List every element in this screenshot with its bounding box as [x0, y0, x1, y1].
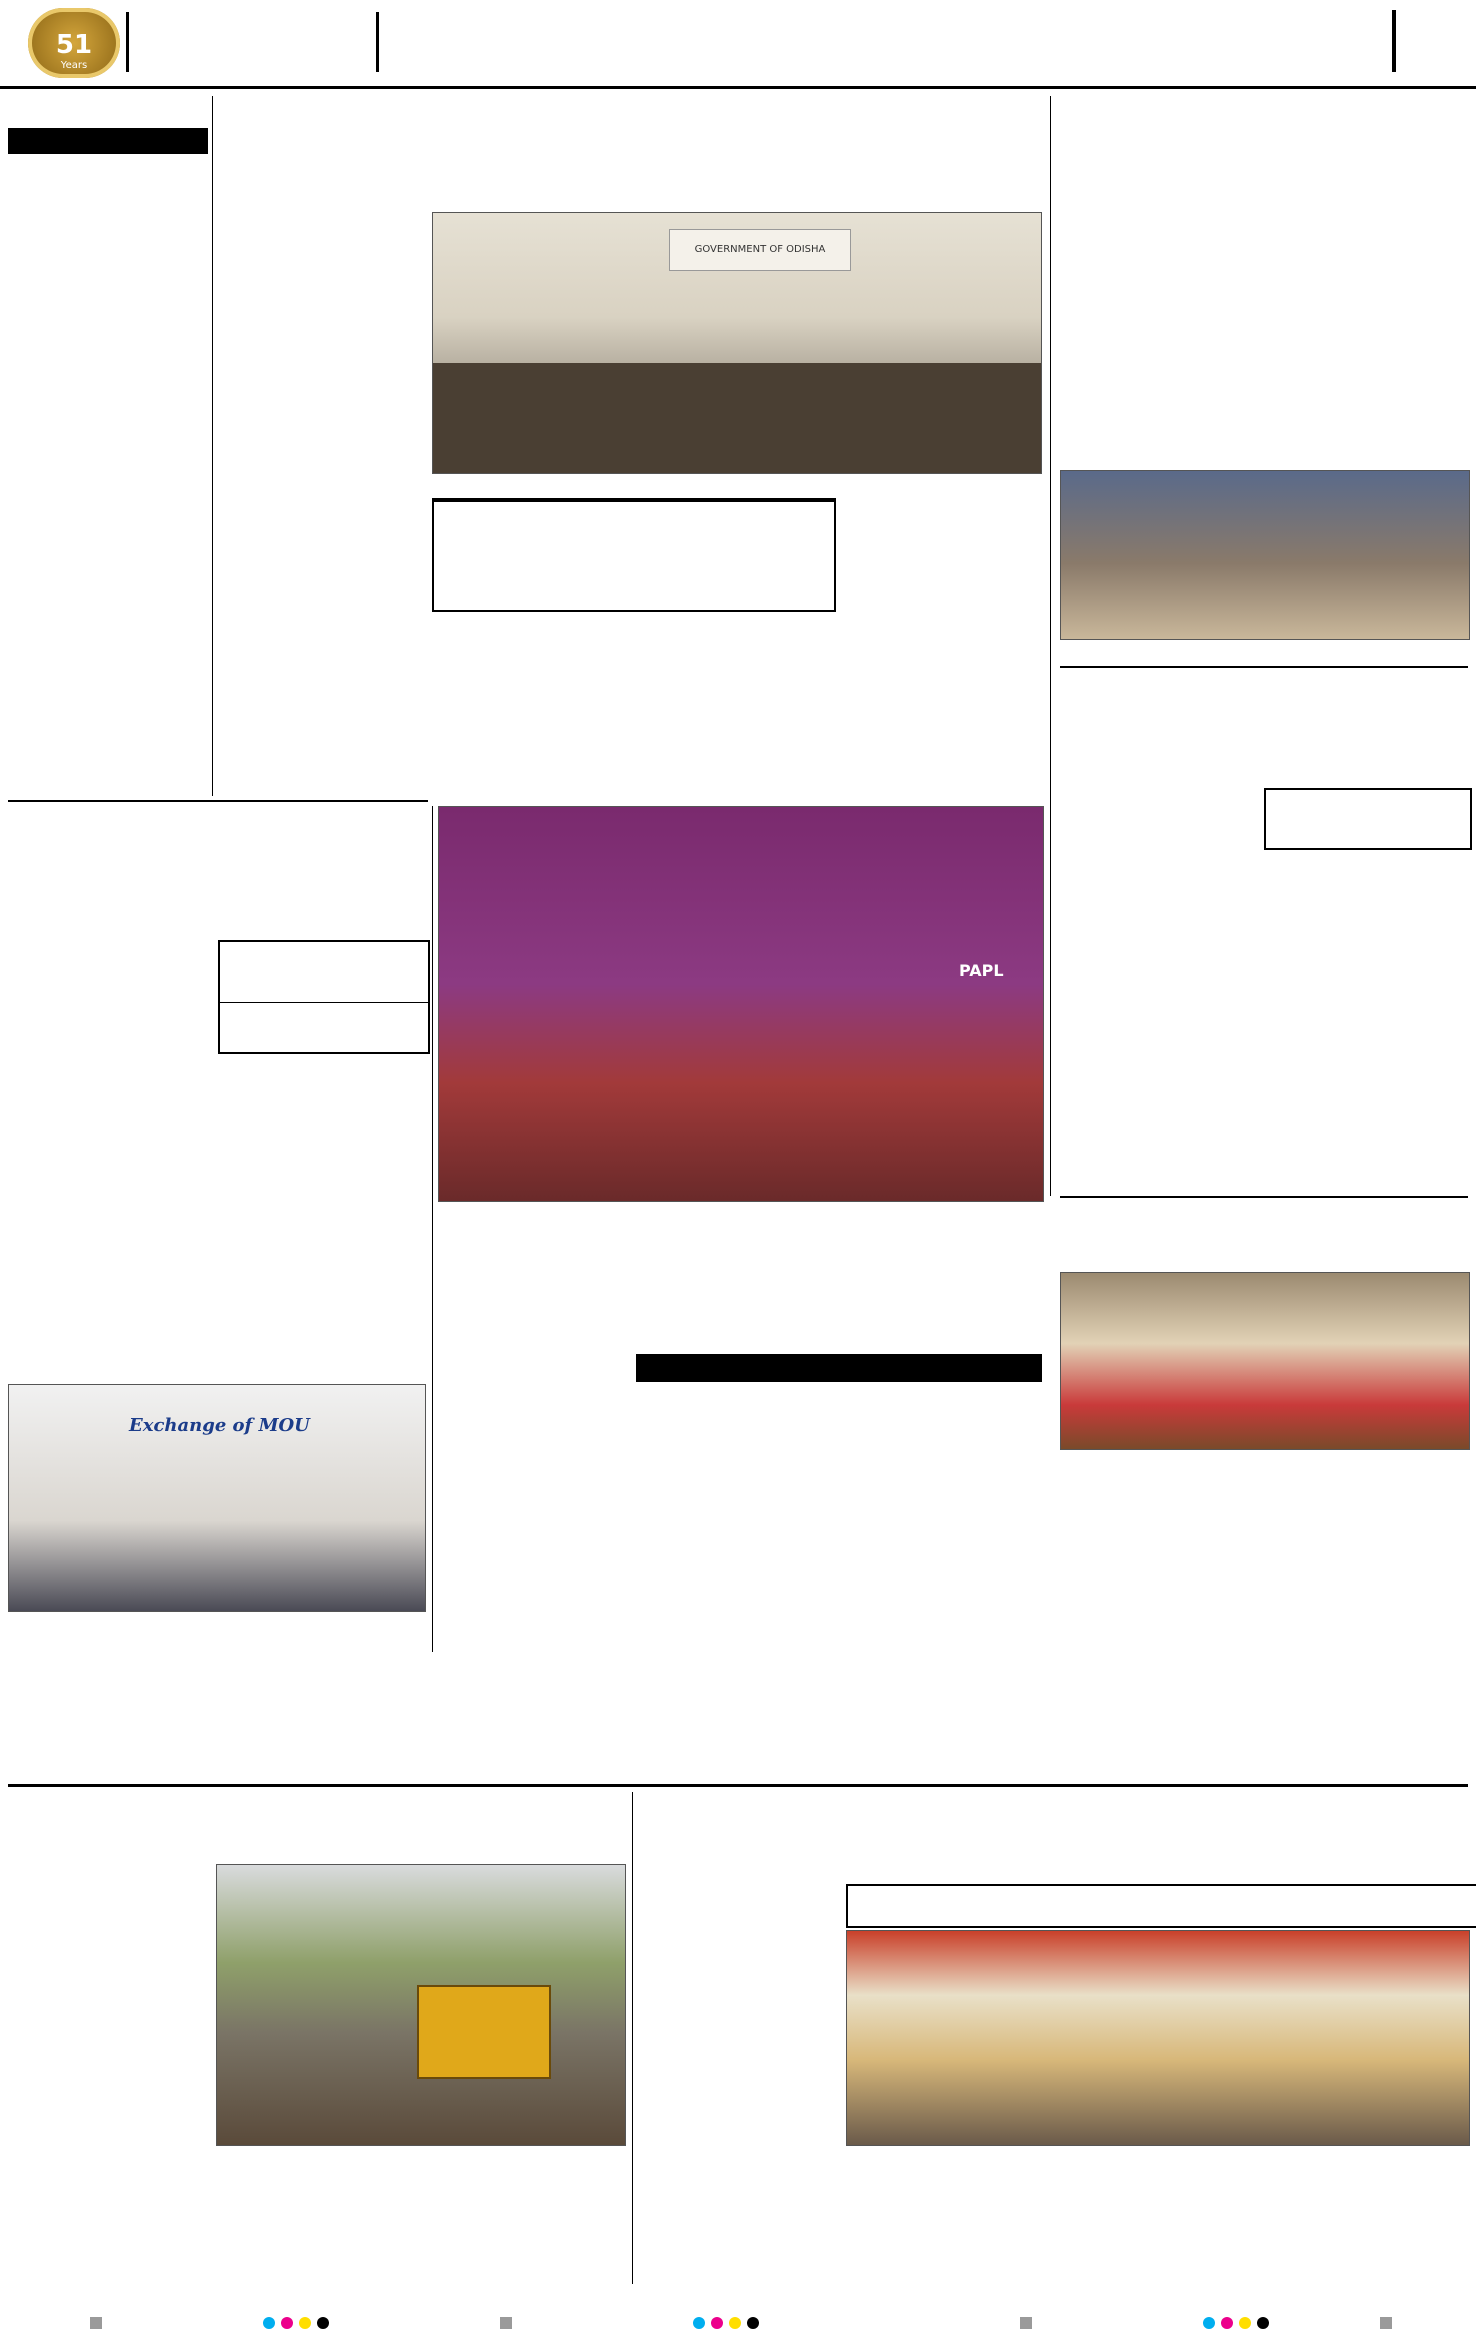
jail-dateline — [8, 160, 208, 178]
bapa-dateline — [1060, 148, 1260, 166]
culture-award-title — [499, 869, 979, 909]
ganashiksha-dateline — [1060, 788, 1250, 806]
print-gray-mark-1 — [90, 2314, 102, 2333]
ganashiksha-body-1 — [1060, 810, 1256, 1190]
pandara-demolition-photo — [216, 1864, 626, 2146]
janpath-headline — [222, 96, 1042, 204]
rajendra-headline — [640, 1792, 1468, 1856]
rajendra-photo-caption — [846, 2150, 1468, 2168]
registration-dots-2 — [690, 2314, 762, 2333]
zero-photo-caption — [8, 1616, 424, 1650]
print-gray-mark-3 — [1020, 2314, 1032, 2333]
science-body-1 — [1060, 1494, 1256, 1776]
janpath-body-bottom-c — [700, 616, 834, 794]
jail-body — [8, 180, 204, 800]
rajendra-body-1 — [640, 1884, 836, 2172]
zero-point-2 — [220, 1003, 428, 1054]
ganashiksha-kicker — [1264, 788, 1472, 850]
col-rule-4 — [632, 1792, 633, 2284]
masthead-divider — [126, 12, 129, 72]
jail-subhead — [8, 128, 208, 154]
culture-logo: PAPL — [959, 961, 1004, 980]
zero-body-1 — [8, 956, 212, 1336]
pandara-bottom-2 — [352, 2172, 482, 2282]
col-rule-1 — [212, 96, 213, 796]
pandara-body — [8, 1884, 208, 2244]
rajendra-bottom-1 — [640, 2176, 906, 2286]
science-body-2 — [1264, 1474, 1468, 1776]
janpath-body-bottom-a — [432, 616, 560, 794]
zero-rule-top — [8, 800, 428, 802]
pandara-bottom-3 — [488, 2172, 624, 2282]
excavator-shape — [417, 1985, 551, 2079]
drama-headline-2 — [438, 1298, 1042, 1348]
drama-body-1 — [438, 1376, 628, 1776]
zero-body-2 — [218, 1056, 426, 1376]
science-dateline — [1060, 1474, 1256, 1492]
science-headline — [1060, 1204, 1468, 1264]
drama-body-2 — [636, 1388, 834, 1776]
zero-headline — [8, 806, 428, 926]
masthead-date — [140, 44, 380, 70]
rajendra-award-photo — [846, 1930, 1470, 2146]
drama-subhead — [636, 1354, 1042, 1382]
janpath-photo-caption — [432, 476, 1040, 494]
science-fair-photo — [1060, 1272, 1470, 1450]
science-photo-caption — [1060, 1452, 1468, 1470]
rajendra-bottom-2 — [914, 2176, 1186, 2286]
anniversary-logo — [28, 8, 120, 78]
bapa-photo-caption — [1060, 642, 1468, 660]
janpath-body-mid — [842, 498, 1040, 792]
bapa-banner — [1211, 485, 1411, 507]
ganashiksha-rule — [1060, 1196, 1468, 1198]
section-divider — [1392, 10, 1396, 72]
rajendra-banner — [846, 1884, 1476, 1928]
culture-photo-caption — [438, 1204, 1042, 1238]
page-number — [1404, 8, 1464, 74]
drama-dateline — [438, 1354, 628, 1372]
bapa-event-photo — [1060, 470, 1470, 640]
mou-banner: Exchange of MOU — [129, 1415, 310, 1436]
drama-body-3 — [842, 1388, 1040, 1776]
janpath-meeting-photo — [432, 212, 1042, 474]
col-rule-2 — [1050, 96, 1051, 1196]
zero-mou-photo — [8, 1384, 426, 1612]
registration-dots-3 — [1200, 2314, 1272, 2333]
pandara-dateline — [8, 1864, 208, 1882]
meeting-sign: GOVERNMENT OF ODISHA — [669, 229, 851, 271]
masthead — [0, 0, 1476, 82]
pandara-photo-caption — [216, 2150, 624, 2168]
masthead-place-day — [140, 12, 380, 38]
culture-line-1 — [519, 913, 959, 933]
culture-line-2 — [519, 933, 959, 953]
print-gray-mark-2 — [500, 2314, 512, 2333]
janpath-body-bottom-b — [566, 616, 694, 794]
janpath-info-box — [432, 498, 836, 612]
janpath-body-left — [222, 232, 422, 472]
rajendra-bottom-3 — [1194, 2176, 1468, 2286]
culture-reg-no — [599, 843, 879, 865]
registration-dots-1 — [260, 2314, 332, 2333]
section-title — [1090, 8, 1380, 74]
bottom-section-rule — [8, 1784, 1468, 1787]
pandara-bottom-1 — [216, 2172, 346, 2282]
ganashiksha-body-2 — [1264, 852, 1468, 1190]
culture-society-title — [619, 815, 859, 841]
jail-headline — [8, 96, 208, 126]
ganashiksha-headline — [1060, 672, 1468, 782]
janpath-dateline — [222, 212, 452, 230]
col-rule-3 — [432, 806, 433, 1652]
bapa-rule — [1060, 666, 1468, 668]
bapa-headline — [1060, 96, 1468, 142]
meeting-table — [433, 363, 1041, 473]
zero-dateline — [8, 934, 208, 952]
janpath-body-right — [222, 476, 422, 796]
print-gray-mark-4 — [1380, 2314, 1392, 2333]
masthead-rule — [0, 86, 1476, 89]
bapa-body-2 — [1264, 148, 1468, 468]
print-marks — [0, 2310, 1476, 2336]
zero-point-1 — [220, 942, 428, 1003]
bapa-body-1 — [1060, 168, 1256, 468]
logo-years: Years — [60, 60, 88, 71]
logo-number: 51 — [55, 30, 93, 60]
janpath-box-point-2 — [434, 501, 834, 502]
pandara-headline — [8, 1792, 628, 1856]
rajendra-dateline — [640, 1864, 840, 1882]
zero-points-box — [218, 940, 430, 1054]
culture-event-photo — [438, 806, 1044, 1202]
drama-headline-1 — [438, 1244, 1042, 1294]
masthead-divider-2 — [376, 12, 379, 72]
